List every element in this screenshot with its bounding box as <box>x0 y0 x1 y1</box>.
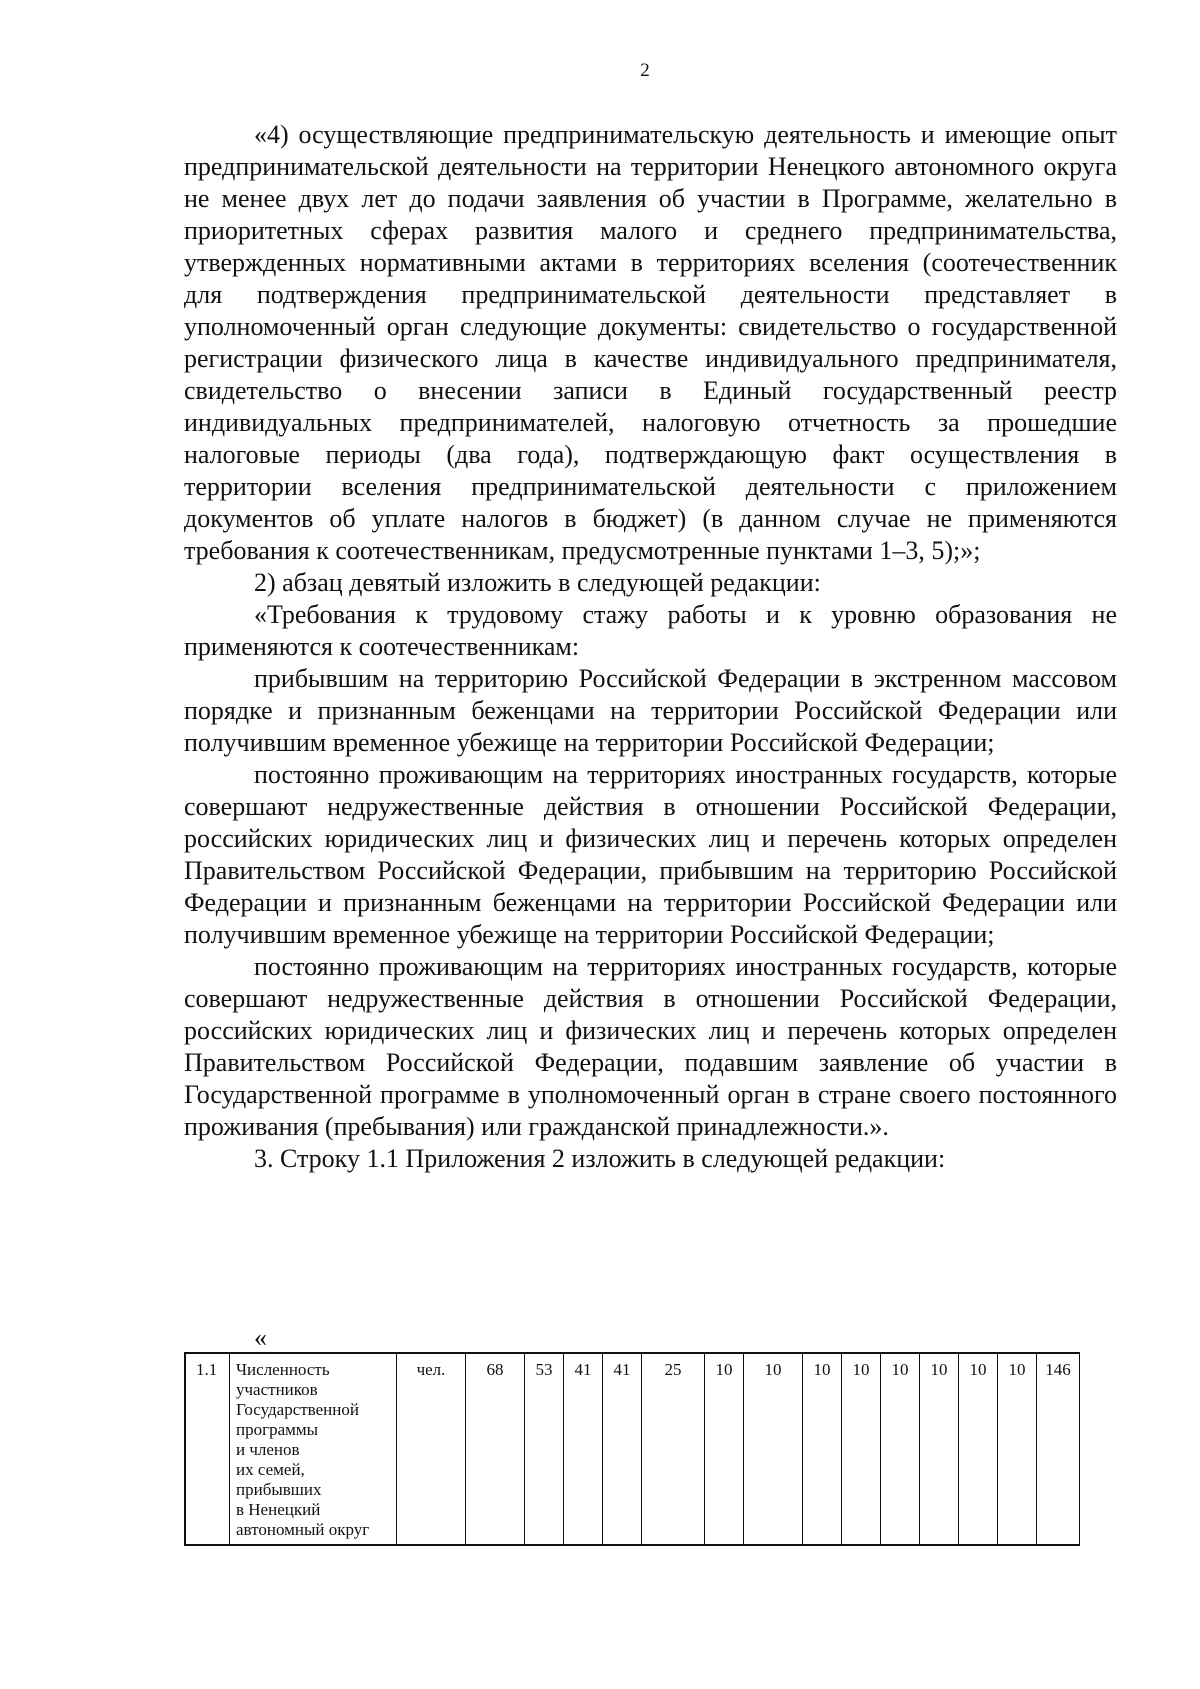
table-cell-value: 10 <box>920 1353 959 1545</box>
paragraph-amendment-2: 2) абзац девятый изложить в следующей редакции: <box>254 568 821 597</box>
table-cell-value: 68 <box>466 1353 525 1545</box>
indicator-name-line: и членов <box>236 1440 300 1459</box>
table-cell-value: 10 <box>998 1353 1037 1545</box>
table-cell-indicator-name <box>230 1353 397 1545</box>
indicator-name-line: их семей, <box>236 1460 305 1479</box>
indicator-name-line: автономный округ <box>236 1520 370 1539</box>
table-cell-value: 10 <box>803 1353 842 1545</box>
table-cell-value: 10 <box>959 1353 998 1545</box>
paragraph-requirements-intro: «Требования к трудовому стажу работы и к уровню образования не применяются к соотечественникам: <box>184 600 1117 661</box>
document-body <box>184 119 1117 1175</box>
table-row <box>185 1353 1080 1545</box>
indicator-name-line: Государственной <box>236 1400 359 1419</box>
paragraph-unfriendly-arrived: постоянно проживающим на территориях иностранных государств, которые совершают недружественные действия в отношении Российской Федерации, российских юридических лиц и физических лиц и перечень которых определен Правительством Российской Федерации, прибывшим на территорию Российской Федерации и признанным беженцами на территории Российской Федерации или получившим временное убежище на территории Российской Федерации; <box>184 760 1117 949</box>
indicator-name-line: прибывших <box>236 1480 322 1499</box>
appendix-table <box>184 1352 1080 1546</box>
table-cell-value: 25 <box>642 1353 705 1545</box>
paragraph-amendment-3: 3. Строку 1.1 Приложения 2 изложить в следующей редакции: <box>254 1144 946 1173</box>
indicator-name-line: программы <box>236 1420 319 1439</box>
table-cell-value: 53 <box>525 1353 564 1545</box>
table-cell-value: 10 <box>705 1353 744 1545</box>
indicator-name-line: в Ненецкий <box>236 1500 321 1519</box>
table-cell-number: 1.1 <box>185 1353 230 1545</box>
paragraph-refugees: прибывшим на территорию Российской Федерации в экстренном массовом порядке и признанным беженцами на территории Российской Федерации или получившим временное убежище на территории Российской Федерации; <box>184 664 1117 757</box>
table-cell-value: 10 <box>842 1353 881 1545</box>
table-cell-value: 10 <box>744 1353 803 1545</box>
page-number: 2 <box>640 60 650 81</box>
table-cell-unit: чел. <box>397 1353 466 1545</box>
opening-quote-mark: « <box>254 1323 267 1352</box>
table-cell-value: 10 <box>881 1353 920 1545</box>
table-cell-value: 41 <box>564 1353 603 1545</box>
paragraph-unfriendly-applied: постоянно проживающим на территориях иностранных государств, которые совершают недружественные действия в отношении Российской Федерации, российских юридических лиц и физических лиц и перечень которых определен Правительством Российской Федерации, подавшим заявление об участии в Государственной программе в уполномоченный орган в стране своего постоянного проживания (пребывания) или гражданской принадлежности.». <box>184 952 1117 1141</box>
table-cell-value: 41 <box>603 1353 642 1545</box>
paragraph-item-4: «4) осуществляющие предпринимательскую деятельность и имеющие опыт предпринимательской деятельности на территории Ненецкого автономного округа не менее двух лет до подачи заявления об участии в Программе, желательно в приоритетных сферах развития малого и среднего предпринимательства, утвержденных нормативными актами в территориях вселения (соотечественник для подтверждения предпринимательской деятельности представляет в уполномоченный орган следующие документы: свидетельство о государственной регистрации физического лица в качестве индивидуального предпринимателя, свидетельство о внесении записи в Единый государственный реестр индивидуальных предпринимателей, налоговую отчетность за прошедшие налоговые периоды (два года), подтверждающую факт осуществления в территории вселения предпринимательской деятельности с приложением документов об уплате налогов в бюджет) (в данном случае не применяются требования к соотечественникам, предусмотренные пунктами 1–3, 5);»; <box>184 120 1117 565</box>
indicator-name-line: участников <box>236 1380 318 1399</box>
table-cell-value: 146 <box>1037 1353 1080 1545</box>
indicator-name-line: Численность <box>236 1360 330 1379</box>
